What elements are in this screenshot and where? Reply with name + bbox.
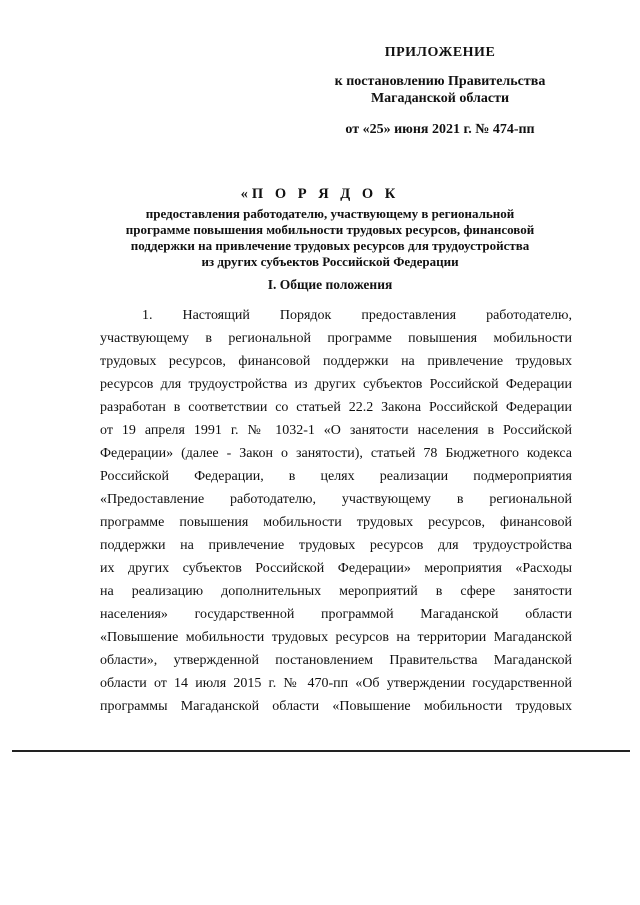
appendix-title: ПРИЛОЖЕНИЕ	[384, 45, 496, 60]
order-subtitle	[60, 206, 600, 270]
body-line: поддержки на привлечение трудовых ресурсов для трудоустройства	[100, 538, 572, 553]
body-line: участвующему в региональной программе повышения мобильности	[100, 331, 572, 346]
body-paragraph	[100, 304, 572, 718]
body-line: трудовых ресурсов, финансовой поддержки на привлечение трудовых	[100, 354, 572, 369]
body-line: 1. Настоящий Порядок предоставления работодателю,	[142, 308, 572, 323]
order-subtitle-line: программе повышения мобильности трудовых ресурсов, финансовой	[125, 222, 535, 237]
order-subtitle-line: предоставления работодателю, участвующему в региональной	[145, 206, 515, 221]
body-line: Российской Федерации, в целях реализации подмероприятия	[100, 469, 572, 484]
body-line: программе повышения мобильности трудовых ресурсов, финансовой	[100, 515, 572, 530]
section-heading: I. Общие положения	[267, 277, 393, 292]
body-line: «Предоставление работодателю, участвующему в региональной	[100, 492, 572, 507]
body-line: населения» государственной программой Магаданской области	[100, 607, 572, 622]
order-subtitle-line: поддержки на привлечение трудовых ресурсов для трудоустройства	[130, 238, 530, 253]
body-line: разработан в соответствии со статьей 22.2 Закона Российской Федерации	[100, 400, 572, 415]
body-line: «Повышение мобильности трудовых ресурсов на территории Магаданской	[100, 630, 572, 645]
appendix-date: от «25» июня 2021 г. № 474-пп	[345, 122, 535, 137]
appendix-line-2: Магаданской области	[370, 91, 510, 106]
body-line: Федерации» (далее - Закон о занятости), статьей 78 Бюджетного кодекса	[100, 446, 572, 461]
body-line: программы Магаданской области «Повышение мобильности трудовых	[100, 699, 572, 714]
order-subtitle-line: из других субъектов Российской Федерации	[201, 254, 459, 269]
body-line: их других субъектов Российской Федерации» мероприятия «Расходы	[100, 561, 572, 576]
body-line: от 19 апреля 1991 г. № 1032-1 «О занятости населения в Российской	[100, 423, 572, 438]
appendix-block	[300, 44, 580, 138]
body-line: области от 14 июля 2015 г. № 470-пп «Об утверждении государственной	[100, 676, 572, 691]
page-bottom-rule	[12, 750, 630, 752]
body-line: ресурсов для трудоустройства из других субъектов Российской Федерации	[100, 377, 572, 392]
body-line: на реализацию дополнительных мероприятий в сфере занятости	[100, 584, 572, 599]
appendix-line-1: к постановлению Правительства	[334, 74, 546, 89]
order-title: «П О Р Я Д О К	[240, 186, 400, 202]
body-line: области», утвержденной постановлением Правительства Магаданской	[100, 653, 572, 668]
